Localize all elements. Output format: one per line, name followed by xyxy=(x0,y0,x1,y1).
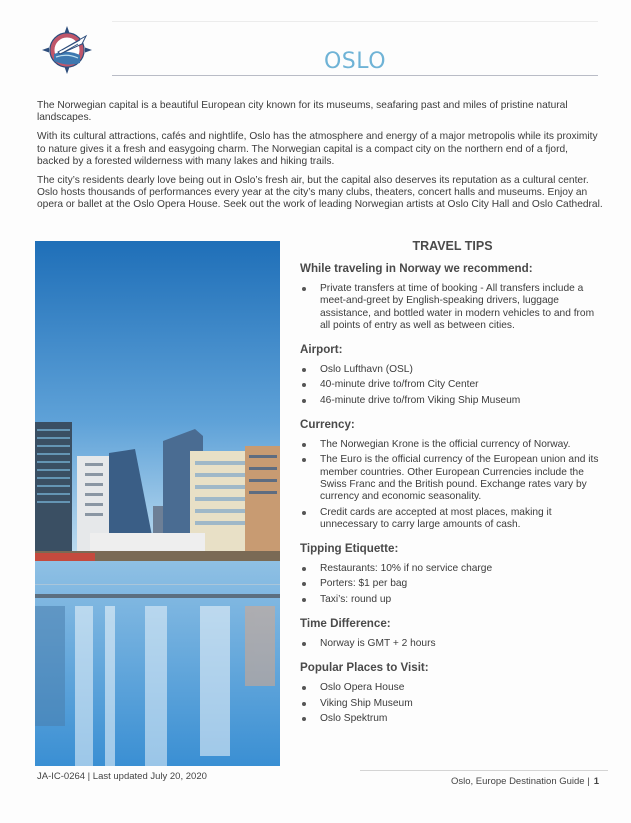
list-item-text: Taxi’s: round up xyxy=(320,593,392,605)
tips-section-airport xyxy=(300,343,605,407)
bullet-icon xyxy=(302,582,306,586)
bullet-icon xyxy=(302,642,306,646)
list-item xyxy=(300,439,605,451)
guide-name: Oslo, Europe Destination Guide | xyxy=(450,776,590,787)
bullet-list xyxy=(300,638,605,650)
section-heading: Currency: xyxy=(300,418,355,432)
header-top-rule xyxy=(112,21,598,22)
list-item-text: Oslo Spektrum xyxy=(320,712,388,724)
list-item xyxy=(300,638,605,650)
tips-section-currency xyxy=(300,418,605,531)
list-item xyxy=(300,563,605,575)
list-item-text: Private transfers at time of booking - All transfers include a meet-and-greet by English-speaking drivers, luggage assistance, and bottled water in modern vehicles to and from all points of entry as well as between cities. xyxy=(320,283,595,331)
section-heading: Airport: xyxy=(300,343,343,357)
list-item xyxy=(300,507,605,532)
section-heading: Time Difference: xyxy=(300,617,391,631)
list-item-text: Porters: $1 per bag xyxy=(320,578,408,590)
list-item xyxy=(300,594,605,606)
list-item xyxy=(300,578,605,590)
list-item-text: The Norwegian Krone is the official currency of Norway. xyxy=(320,439,571,451)
list-item xyxy=(300,364,605,376)
tips-section-time xyxy=(300,617,605,650)
list-item xyxy=(300,283,605,332)
list-item xyxy=(300,713,605,725)
list-item-text: Oslo Lufthavn (OSL) xyxy=(320,364,413,376)
intro-paragraph: The Norwegian capital is a beautiful European city known for its museums, seafaring past and miles of pristine natural landscapes. xyxy=(37,100,568,124)
bullet-list xyxy=(300,563,605,606)
bullet-icon xyxy=(302,686,306,690)
list-item-text: The Euro is the official currency of the European union and its member countries. Other European Currencies include the Swiss Franc and the British pound. Exchange rates vary by currency and economic seasonality. xyxy=(320,454,599,503)
travel-tips xyxy=(300,239,605,736)
intro-paragraph: The city’s residents dearly love being out in Oslo’s fresh air, but the capital also deserves its reputation as a cultural center. Oslo hosts thousands of performances every year at the city’s many clubs, theaters, concert halls and museums. Enjoy an opera or ballet at the Oslo Opera House. Seek out the work of leading Norwegian artists at Oslo City Hall and Oslo Cathedral. xyxy=(37,175,603,211)
bullet-list xyxy=(300,364,605,407)
bullet-icon xyxy=(302,383,306,387)
travel-tips-title: TRAVEL TIPS xyxy=(412,239,493,253)
bullet-icon xyxy=(302,702,306,706)
intro-text xyxy=(37,100,603,219)
list-item-text: Norway is GMT + 2 hours xyxy=(320,638,436,650)
list-item xyxy=(300,454,605,503)
section-heading: While traveling in Norway we recommend: xyxy=(300,262,533,275)
list-item-text: 40-minute drive to/from City Center xyxy=(320,379,479,391)
bullet-icon xyxy=(302,717,306,721)
bullet-list xyxy=(300,439,605,531)
list-item-text: Viking Ship Museum xyxy=(320,697,413,709)
cruise-ship-compass-logo-icon xyxy=(40,25,94,75)
oslo-skyline-photo xyxy=(35,241,280,766)
tips-section-tipping xyxy=(300,542,605,606)
bullet-icon xyxy=(302,567,306,571)
bullet-icon xyxy=(302,399,306,403)
bullet-icon xyxy=(302,598,306,602)
document-id-footer: JA-IC-0264 | Last updated July 20, 2020 xyxy=(37,771,207,782)
bullet-icon xyxy=(302,287,306,291)
bullet-list xyxy=(300,682,605,725)
footer-rule xyxy=(360,770,608,771)
tips-section-places xyxy=(300,661,605,725)
list-item xyxy=(300,395,605,407)
list-item xyxy=(300,698,605,710)
page-number: 1 xyxy=(593,776,599,787)
bullet-icon xyxy=(302,511,306,515)
tips-section-recommendations xyxy=(300,262,605,332)
list-item-text: Restaurants: 10% if no service charge xyxy=(320,563,493,575)
bullet-list xyxy=(300,283,605,332)
bullet-icon xyxy=(302,443,306,447)
bullet-icon xyxy=(302,368,306,372)
bullet-icon xyxy=(302,458,306,462)
intro-paragraph: With its cultural attractions, cafés and nightlife, Oslo has the atmosphere and energy of a major metropolis while its proximity to nature gives it a fresh and easygoing charm. The Norwegian capital is a compact city on the northern end of a fjord, backed by a forested wilderness with many lakes and hiking trails. xyxy=(37,131,598,167)
list-item-text: Credit cards are accepted at most places, making it unnecessary to carry large amounts of cash. xyxy=(320,506,552,530)
list-item xyxy=(300,379,605,391)
section-heading: Tipping Etiquette: xyxy=(300,542,399,556)
title-underline xyxy=(112,75,598,76)
list-item-text: 46-minute drive to/from Viking Ship Museum xyxy=(320,394,521,406)
section-heading: Popular Places to Visit: xyxy=(300,661,429,675)
list-item xyxy=(300,682,605,694)
guide-footer xyxy=(451,776,599,787)
page-title: OSLO xyxy=(323,48,387,74)
company-logo xyxy=(40,25,94,75)
list-item-text: Oslo Opera House xyxy=(320,682,405,694)
